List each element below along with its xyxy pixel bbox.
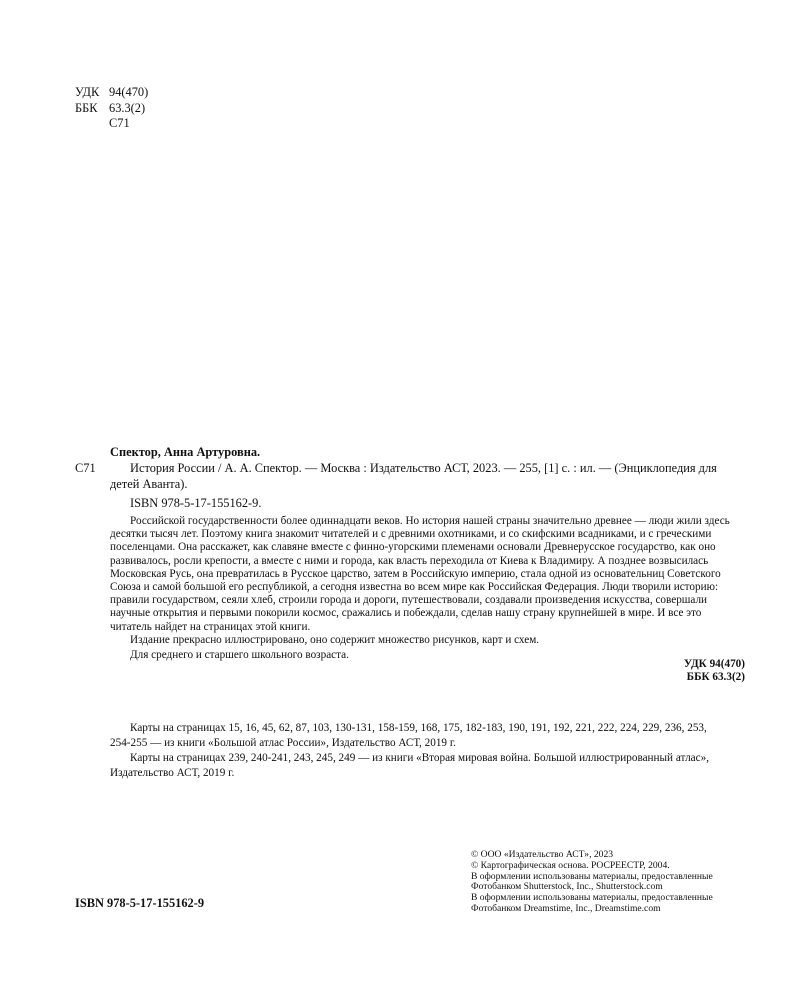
annotation-line: Союза и самой большой его республикой, а сегодня известна во всем мире как Российская Федерация. Люди творили историю: — [110, 581, 719, 594]
author-mark-row — [75, 116, 148, 132]
udk-value: 94(470) — [109, 85, 149, 99]
bbk-value: 63.3(2) — [109, 100, 146, 115]
udk-bottom: УДК 94(470) — [683, 658, 745, 670]
card-author-mark: С71 — [75, 461, 96, 475]
bbk-label: ББК — [75, 100, 98, 115]
copyright-line: © ООО «Издательство АСТ», 2023 — [471, 849, 614, 860]
copyright-line: В оформлении использованы материалы, предоставленные — [471, 870, 713, 882]
footer-isbn: ISBN 978-5-17-155162-9 — [75, 896, 205, 910]
annotation-line: Московская Русь, она превратилась в Русское царство, затем в Российскую империю, стала одной из основательниц Советского — [110, 567, 721, 580]
annotation-line: развивалось, росли крепости, а вместе с ними и города, как власть переходила от Киева к Владимиру. А позднее возвысилась — [110, 554, 709, 567]
maps-credit-line: 254-255 — из книги «Большой атлас России», Издательство АСТ, 2019 г. — [110, 737, 456, 749]
annotation-line: научные открытия и первыми покорили космос, сражались и побеждали, сделав нашу страну крупнейшей в мире. И все это — [110, 607, 702, 620]
title-line-2: детей Аванта). — [110, 477, 188, 491]
maps-credit-line: Карты на страницах 239, 240-241, 243, 245, 249 — из книги «Вторая мировая война. Большой иллюстрированный атлас», — [130, 752, 710, 764]
bottom-classification — [545, 658, 745, 684]
author-mark: С71 — [109, 116, 130, 130]
annotation-line: Российской государственности более одиннадцати веков. Но история нашей страны значительно древнее — люди жили здесь — [130, 515, 730, 527]
illustrations-note: Издание прекрасно иллюстрировано, оно содержит множество рисунков, карт и схем. — [130, 634, 540, 646]
title-line-1: История России / А. А. Спектор. — Москва : Издательство АСТ, 2023. — 255, [1] с. : ил. — (Энциклопедия для — [130, 461, 717, 475]
copyright-line: Фотобанком Dreamstime, Inc., Dreamstime.com — [471, 902, 661, 914]
annotation-line: поселенцами. Она расскажет, как славяне вместе с финно-угорскими племенами основали Древнерусское государство, как оно — [110, 541, 716, 554]
copyright-line: В оформлении использованы материалы, предоставленные — [471, 892, 713, 904]
annotation-line: правили государством, сеяли хлеб, строили города и дороги, путешествовали, создавали произведения искусства, совершали — [110, 594, 708, 607]
author-heading: Спектор, Анна Артуровна. — [110, 445, 261, 459]
annotation-line: десятки тысяч лет. Поэтому книга знакомит читателей и с древними охотниками, и со скифскими всадниками, и с греческими — [110, 528, 712, 541]
copyright-line: © Картографическая основа. РОСРЕЕСТР, 2004. — [471, 859, 670, 871]
annotation — [110, 515, 750, 634]
copyright-line: Фотобанком Shutterstock, Inc., Shutterstock.com — [471, 881, 663, 893]
classification-block — [75, 85, 148, 132]
udk-row — [75, 85, 148, 101]
copyright-block — [471, 850, 713, 915]
audience-note: Для среднего и старшего школьного возраста. — [130, 649, 349, 661]
maps-credit-line: Карты на страницах 15, 16, 45, 62, 87, 103, 130-131, 158-159, 168, 175, 182-183, 190, 191, 192, 221, 222, 224, 229, 236, 253, — [130, 722, 707, 734]
bbk-bottom: ББК 63.3(2) — [686, 671, 745, 684]
udk-label: УДК — [75, 85, 100, 99]
isbn-line: ISBN 978-5-17-155162-9. — [130, 496, 262, 510]
bbk-row — [75, 101, 148, 117]
maps-credit-line: Издательство АСТ, 2019 г. — [110, 767, 235, 779]
annotation-line: читатель найдет на страницах этой книги. — [110, 620, 311, 633]
